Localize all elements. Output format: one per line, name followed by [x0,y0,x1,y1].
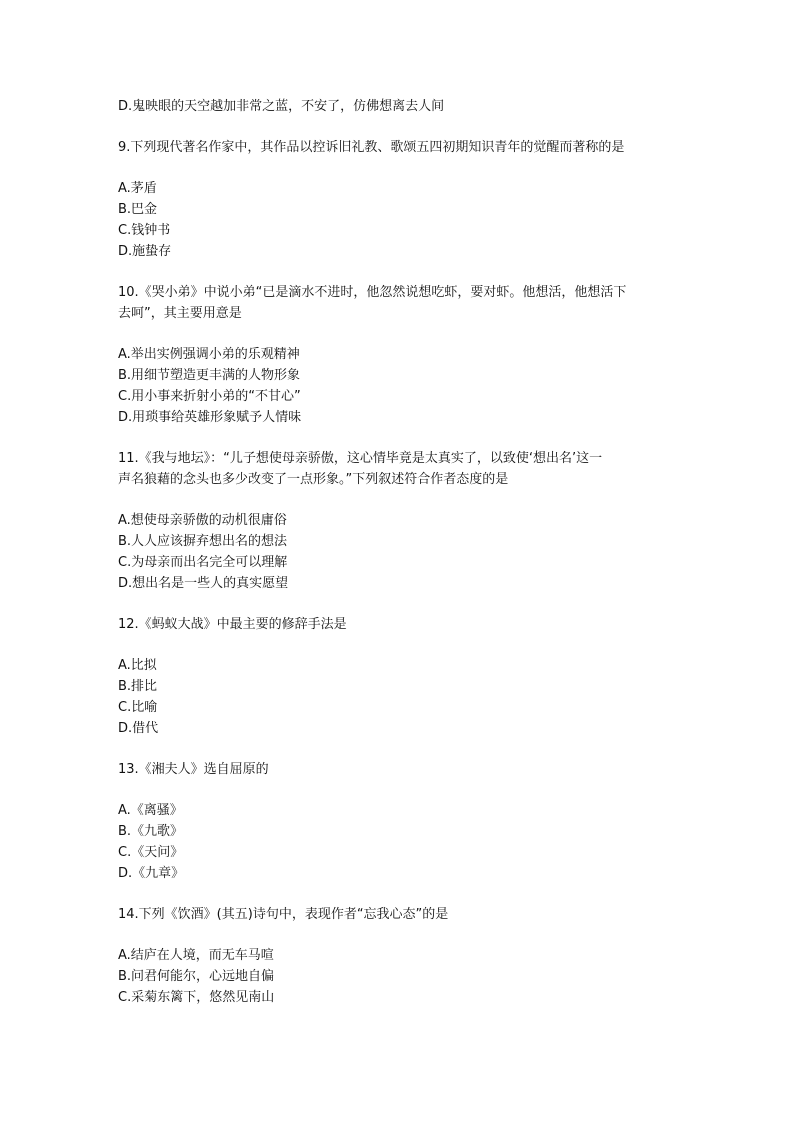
option-b: B.用细节塑造更丰满的人物形象 [118,368,301,383]
option-a: A.结庐在人境，而无车马喧 [118,948,274,963]
options-list [118,655,678,739]
option-b: B.人人应该摒弃想出名的想法 [118,534,288,549]
option-d: D.施蛰存 [118,244,172,259]
options-list [118,800,678,884]
option-b: B.巴金 [118,202,158,217]
question-stem-line-1: 10.《哭小弟》中说小弟“已是滴水不进时，他忽然说想吃虾，要对虾。他想活，他想活下 [118,285,627,300]
exam-page [118,96,678,1008]
option-c: C.为母亲而出名完全可以理解 [118,555,288,570]
option-d: D.借代 [118,721,159,736]
option-a: A.比拟 [118,658,157,673]
option-line: D.鬼映眼的天空越加非常之蓝，不安了，仿佛想离去人间 [118,99,445,114]
question-14 [118,904,678,1008]
options-list [118,344,678,428]
question-stem-line-2: 去呵”，其主要用意是 [118,306,242,321]
option-a: A.《离骚》 [118,803,183,818]
option-a: A.举出实例强调小弟的乐观精神 [118,347,300,362]
option-c: C.《天问》 [118,845,184,860]
question-stem: 9.下列现代著名作家中，其作品以控诉旧礼教、歌颂五四初期知识青年的觉醒而著称的是 [118,140,625,155]
question-9 [118,137,678,262]
question-12 [118,614,678,739]
option-d: D.用琐事给英雄形象赋予人情味 [118,410,302,425]
options-list [118,945,678,1008]
option-c: C.用小事来折射小弟的“不甘心” [118,389,301,404]
question-11 [118,448,678,594]
options-list [118,178,678,262]
option-c: C.比喻 [118,700,158,715]
question-13 [118,759,678,884]
option-c: C.钱钟书 [118,223,171,238]
option-b: B.《九歌》 [118,824,184,839]
question-10 [118,282,678,428]
option-d: D.《九章》 [118,866,185,881]
question-stem: 12.《蚂蚁大战》中最主要的修辞手法是 [118,617,347,632]
option-b: B.排比 [118,679,158,694]
option-b: B.问君何能尔，心远地自偏 [118,969,275,984]
option-a: A.茅盾 [118,181,157,196]
option-c: C.采菊东篱下，悠然见南山 [118,990,275,1005]
question-stem: 14.下列《饮酒》(其五)诗句中，表现作者“忘我心态”的是 [118,907,449,922]
options-list [118,510,678,594]
question-stem-line-1: 11.《我与地坛》：“儿子想使母亲骄傲，这心情毕竟是太真实了，以致使‘想出名’这一 [118,451,603,466]
question-stem-line-2: 声名狼藉的念头也多少改变了一点形象。”下列叙述符合作者态度的是 [118,472,509,487]
option-a: A.想使母亲骄傲的动机很庸俗 [118,513,287,528]
question-stem: 13.《湘夫人》选自屈原的 [118,762,269,777]
option-d: D.想出名是一些人的真实愿望 [118,576,289,591]
